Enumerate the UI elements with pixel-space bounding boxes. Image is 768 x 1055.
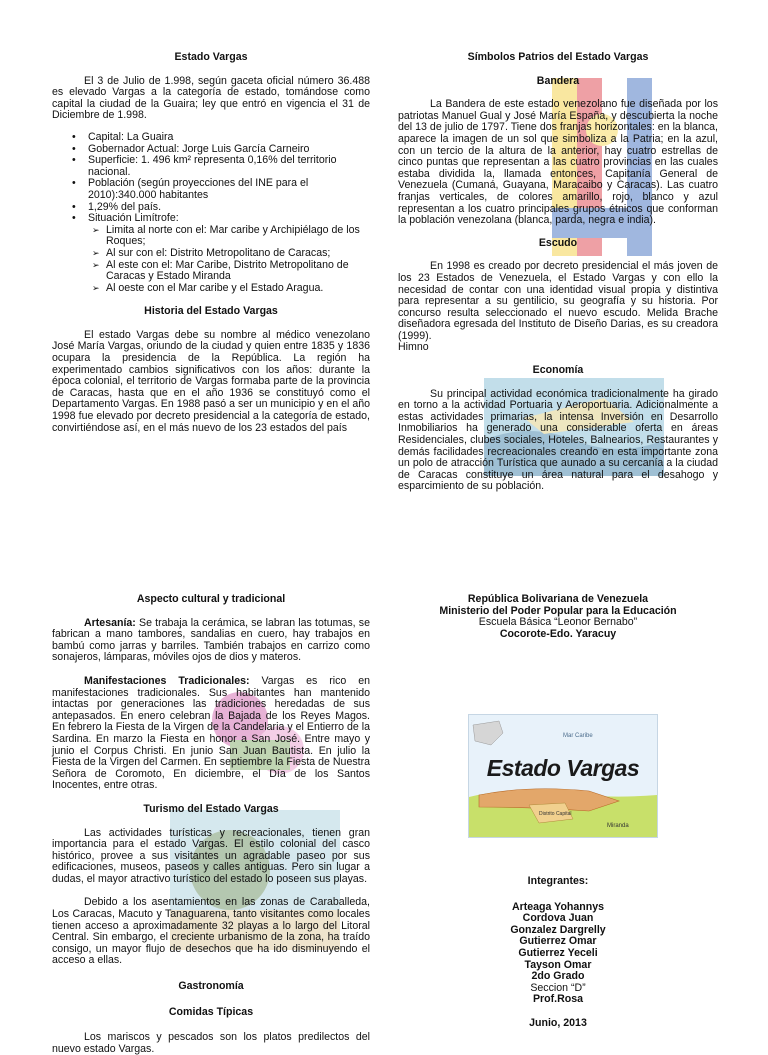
limit-west: ➢ Al oeste con el Mar caribe y el Estado Aragua. — [106, 283, 370, 295]
symbols-section — [398, 52, 718, 493]
tourism-paragraph-2: Debido a los asentamientos en las zonas de Caraballeda, Los Caracas, Macuto y Tanaguarena, tanto visitantes como locales tienen acceso a aproximadamente 32 playas a lo largo del Litoral Central. Sin embargo, el creciente urbanismo de la zona, ha traído consigo, un mayor flujo de desechos que ha ido disminuyendo el acceso a ellas. — [52, 896, 370, 967]
map-label-capital: Distrito Capital — [539, 811, 572, 817]
section-title-history: Historia del Estado Vargas — [144, 305, 278, 318]
crafts-text: Se trabaja la cerámica, se labran las totumas, se fabrican a mano tambores, sandalias en cuero, hay trabajos en bambú como jarras y barriles. También trabajos en carrizo como sonajeros, lámparas, móviles ojos de dios y materos. — [52, 616, 370, 664]
date-label: Junio, 2013 — [529, 1016, 587, 1029]
cover-republic: República Bolivariana de Venezuela — [467, 593, 649, 605]
culture-section — [52, 594, 370, 1055]
fact-limits — [88, 213, 370, 294]
section-title-tourism: Turismo del Estado Vargas — [143, 802, 279, 815]
member-item: Gutierrez Omar — [519, 935, 597, 948]
fact-limits-label: Situación Limítrofe: — [88, 212, 179, 225]
member-item: Tayson Omar — [524, 958, 592, 971]
section-title-culture: Aspecto cultural y tradicional — [136, 593, 286, 605]
traditions-label: Manifestaciones Tradicionales: — [84, 674, 250, 687]
fact-capital: • Capital: La Guaira — [88, 132, 370, 144]
section-title-symbols: Símbolos Patrios del Estado Vargas — [467, 51, 649, 63]
map-label-sea: Mar Caribe — [563, 733, 593, 739]
members-title: Integrantes: — [527, 875, 589, 887]
fact-percent: • 1,29% del país. — [88, 202, 370, 214]
crafts-paragraph — [52, 618, 370, 664]
intro-paragraph: El 3 de Julio de 1.998, según gaceta oficial número 36.488 es elevado Vargas a la categoría de estado, tomándose como capital la ciudad de la Guaira; ley que entró en vigencia el 31 de Diciembre de 1.998. — [52, 74, 370, 122]
crafts-label: Artesanía: — [84, 616, 136, 629]
limits-list — [88, 225, 370, 295]
teacher-label: Prof.Rosa — [532, 993, 584, 1006]
section-label: Seccion “D” — [530, 981, 586, 994]
facts-list — [52, 132, 370, 294]
map-image — [468, 714, 658, 838]
member-item: Gonzalez Dargrelly — [510, 923, 606, 936]
estado-vargas-section — [52, 52, 370, 434]
cover-header — [398, 594, 718, 640]
economy-paragraph: Su principal actividad económica tradicionalmente ha girado en torno a la actividad Portuaria y Aeroportuaria. Adicionalmente a estas actividades primarias, la intensa Inversión en Desarrollo Inmobiliarios ha generado una considerable oferta en áreas Residenciales, clubes sociales, Hoteles, Balnearios, Restaurantes y demás facilidades recreacionales creando en esta importante zona un polo de atracción Turística que aunado a su cercanía a la ciudad de Caracas constituye un área natural para el desahogo y esparcimiento de su población. — [398, 387, 718, 493]
section-title-shield: Escudo — [538, 236, 578, 249]
map-title: Estado Vargas — [486, 755, 640, 781]
map-label-miranda: Miranda — [607, 823, 629, 829]
fact-area: • Superficie: 1. 496 km² representa 0,16% del territorio nacional. — [88, 155, 370, 178]
tourism-paragraph-1: Las actividades turísticas y recreacionales, tienen gran importancia para el estado Vargas. El estilo colonial del casco histórico, provee a sus visitantes un agradable paseo por sus edificaciones, museos, paseos y calles antiguas. Pero sin lugar a dudas, el mayor atractivo turístico del estado lo poseen sus playas. — [52, 826, 370, 885]
limit-east: ➢ Al este con el: Mar Caribe, Distrito Metropolitano de Caracas y Estado Miranda — [106, 260, 370, 283]
member-item: Gutierrez Yeceli — [518, 946, 598, 959]
anthem-label: Himno — [398, 341, 429, 354]
traditions-paragraph — [52, 676, 370, 792]
section-title-economy: Economía — [532, 364, 584, 377]
shield-paragraph: En 1998 es creado por decreto presidencial el más joven de los 23 Estados de Venezuela, el Estado Vargas y con ello la necesidad de contar con una identidad visual propia y distintiva para representar a su gentilicio, su geografía y su historia. Por concurso resulta seleccionado el nuevo escudo. Melida Brache diseñadora egresada del Instituto de Diseño Darias, es su creadora (1999). — [398, 260, 718, 342]
cover-ministry: Ministerio del Poder Popular para la Educación — [439, 604, 677, 617]
limit-south: ➢ Al sur con el: Distrito Metropolitano de Caracas; — [106, 248, 370, 260]
member-item: Arteaga Yohannys — [511, 900, 605, 913]
fact-governor: • Gobernador Actual: Jorge Luis García Carneiro — [88, 144, 370, 156]
traditions-text: Vargas es rico en manifestaciones tradicionales. Sus habitantes han mantenido intactas por generaciones las tradiciones heredadas de sus antepasados. En enero celebran la Bajada de los Reyes Magos. En febrero la Fiesta de la Virgen de la Candelaria y el Entierro de la Sardina. En marzo la Fiesta en honor a San José. Entre mayo y junio el Corpus Christi. En junio San Juan Bautista. En julio la Fiesta de la Virgen del Carmen. En septiembre la Fiesta de Nuestra Señora de Coromoto, En diciembre, el Día de los Santos Inocentes, entre otras. — [52, 674, 370, 792]
section-title-gastronomy: Gastronomía — [178, 980, 244, 993]
limit-north: ➢ Limita al norte con el: Mar caribe y Archipiélago de los Roques; — [106, 225, 370, 248]
grade-label: 2do Grado — [531, 970, 585, 983]
history-paragraph: El estado Vargas debe su nombre al médico venezolano José María Vargas, oriundo de la ciudad y quien entre 1835 y 1836 ocupara la presidencia de la República. La región ha experimentado cambios significativos con los años: durante la época colonial, el territorio de Vargas formaba parte de la provincia de Caracas, hasta que en el año 1936 se constituyó como el Departamento Vargas. En 1988 pasó a ser un municipio y en el año 1998 fue elevado por decreto presidencial a la categoría de estado, convirtiéndose así, en el más nuevo de los 23 estados del país — [52, 328, 370, 434]
member-item: Cordova Juan — [522, 912, 594, 925]
food-paragraph: Los mariscos y pescados son los platos predilectos del nuevo estado Vargas. — [52, 1031, 370, 1055]
cover-school: Escuela Básica “Leonor Bernabo” — [478, 616, 638, 629]
members-block — [398, 876, 718, 1030]
flag-paragraph: La Bandera de este estado venezolano fue diseñada por los patriotas Manuel Gual y José María España, y descubierta la noche del 13 de julio de 1797. Tiene dos franjas horizontales: en la blanca, aparece la imagen de un sol que simboliza a la Patria; en la azul, con un tercio de la altura de la anterior, hay cuatro estrellas de cinco puntas que representan a las cuatro provincias en las cuales estaba dividida la, llamada entonces, Capitanía General de Venezuela (Cumaná, Guayana, Maracaibo y Caracas). Las cuatro franjas verticales, de colores amarillo, rojo, blanco y azul representan a los cuatro principales grupos étnicos que conforman la población venezolana (blanca, parda, negra e india). — [398, 98, 718, 227]
cover-location: Cocorote-Edo. Yaracuy — [499, 627, 617, 640]
section-title-food: Comidas Típicas — [168, 1005, 254, 1018]
fact-population: • Población (según proyecciones del INE para el 2010):340.000 habitantes — [88, 178, 370, 201]
section-title-flag: Bandera — [536, 74, 580, 87]
section-title-estado-vargas: Estado Vargas — [174, 51, 248, 63]
